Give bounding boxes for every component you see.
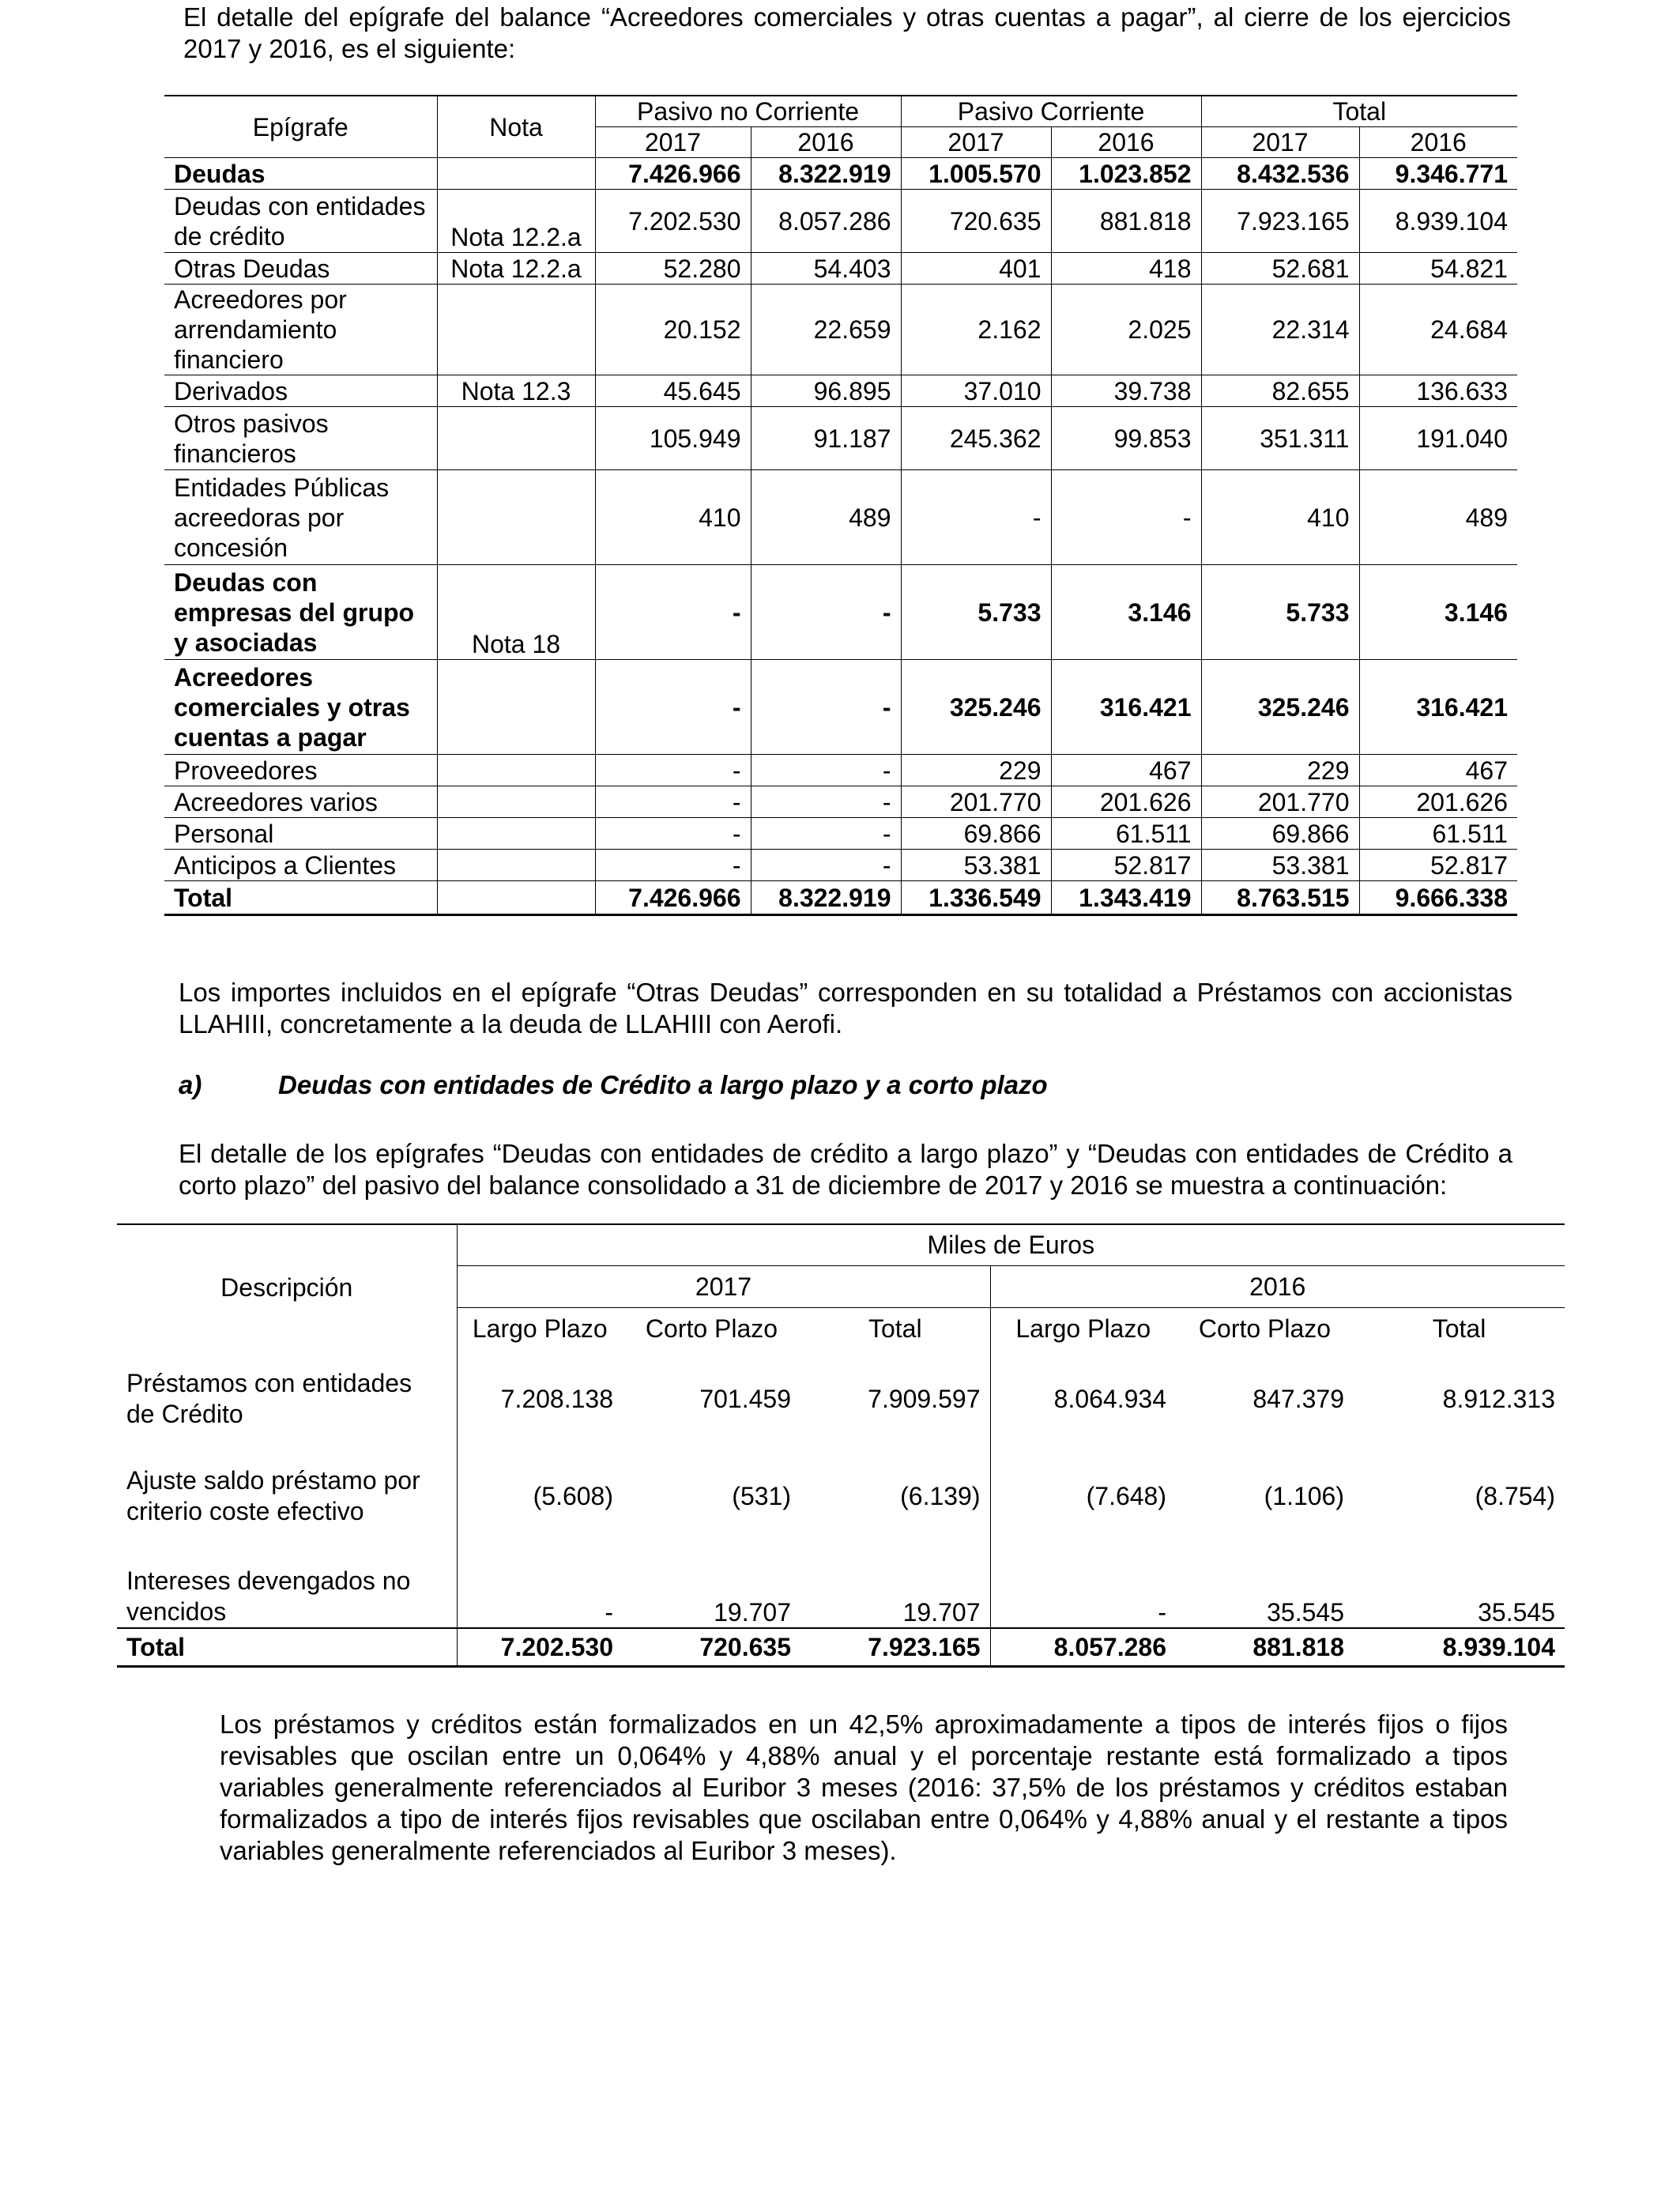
row-label: Otras Deudas <box>164 253 437 285</box>
cell-value: 69.866 <box>1201 818 1359 850</box>
cell-value: (6.139) <box>900 1482 981 1510</box>
cell-value: 53.381 <box>1201 850 1359 881</box>
section-title: Deudas con entidades de Crédito a largo plazo y a corto plazo <box>278 1070 1048 1099</box>
cell-value: 881.818 <box>1051 190 1201 253</box>
cell-value: 105.949 <box>595 407 751 470</box>
header-year: 2016 <box>1359 127 1517 158</box>
cell-value: 1.336.549 <box>901 881 1051 915</box>
cell-value: 7.202.530 <box>595 190 751 253</box>
cell-value: 52.681 <box>1201 253 1359 285</box>
cell-value: 8.057.286 <box>751 190 901 253</box>
header-largo-plazo: Largo Plazo <box>990 1307 1176 1350</box>
cell-value: 1.343.419 <box>1051 881 1201 915</box>
cell-value: 467 <box>1051 755 1201 786</box>
row-label: Deudas con entidades de crédito <box>164 190 437 253</box>
row-nota <box>437 158 595 190</box>
cell-value: 701.459 <box>699 1385 791 1413</box>
cell-value: 96.895 <box>751 375 901 407</box>
deudas-credito-table <box>117 1223 1565 1668</box>
cell-value: 1.005.570 <box>901 158 1051 190</box>
table-row <box>164 850 1517 881</box>
row-label: Personal <box>164 818 437 850</box>
row-label: Total <box>164 881 437 915</box>
cell-value: 8.432.536 <box>1201 158 1359 190</box>
cell-value: 325.246 <box>1201 660 1359 755</box>
table-row <box>164 190 1517 253</box>
row-label: Total <box>117 1628 457 1666</box>
cell-value: 136.633 <box>1359 375 1517 407</box>
table-row <box>117 1448 1565 1544</box>
cell-value: - <box>595 660 751 755</box>
table-row <box>164 407 1517 470</box>
header-year: 2017 <box>901 127 1051 158</box>
cell-value: 191.040 <box>1359 407 1517 470</box>
cell-value: 54.821 <box>1359 253 1517 285</box>
cell-value: 201.770 <box>1201 786 1359 818</box>
cell-value: - <box>595 565 751 660</box>
cell-value: 881.818 <box>1176 1628 1354 1666</box>
cell-value: - <box>595 755 751 786</box>
cell-value: 9.666.338 <box>1359 881 1517 915</box>
cell-value: 418 <box>1051 253 1201 285</box>
cell-value: 2.025 <box>1051 285 1201 375</box>
row-nota <box>437 818 595 850</box>
table-row <box>117 1350 1565 1448</box>
table-row <box>164 881 1517 915</box>
intro-paragraph: El detalle del epígrafe del balance “Acreedores comerciales y otras cuentas a pagar”, al cierre de los ejercicios 2017 y 2016, es el siguiente: <box>183 2 1511 63</box>
cell-value: - <box>457 1544 623 1628</box>
cell-value: 69.866 <box>901 818 1051 850</box>
cell-value: 8.763.515 <box>1201 881 1359 915</box>
cell-value: 8.322.919 <box>751 158 901 190</box>
row-label: Acreedores por arrendamiento financiero <box>164 285 437 375</box>
cell-value: 8.912.313 <box>1442 1385 1555 1413</box>
section-marker: a) <box>179 1070 202 1099</box>
header-nota: Nota <box>437 96 595 158</box>
cell-value: 316.421 <box>1051 660 1201 755</box>
cell-value: 20.152 <box>595 285 751 375</box>
header-year: 2017 <box>595 127 751 158</box>
cell-value: - <box>751 660 901 755</box>
cell-value: 3.146 <box>1051 565 1201 660</box>
prestamos-paragraph: Los préstamos y créditos están formalizados en un 42,5% aproximadamente a tipos de interés fijos o fijos revisables que oscilan entre un 0,064% y 4,88% anual y el porcentaje restante está formalizado a tipos variables generalmente referenciados al Euribor 3 meses (2016: 37,5% de los préstamos y créditos estaban formalizados a tipo de interés fijos revisables que oscilaban entre 0,064% y 4,88% anual y el restante a tipos variables generalmente referenciados al Euribor 3 meses). <box>220 1710 1508 1865</box>
cell-value: 7.426.966 <box>595 881 751 915</box>
header-corto-plazo: Corto Plazo <box>1198 1314 1332 1344</box>
cell-value: 410 <box>595 470 751 565</box>
cell-value: 35.545 <box>1267 1598 1344 1627</box>
cell-value: 7.923.165 <box>1201 190 1359 253</box>
header-descripcion: Descripción <box>117 1224 457 1350</box>
cell-value: (5.608) <box>457 1448 623 1544</box>
header-year: 2016 <box>1051 127 1201 158</box>
cell-value: 22.314 <box>1201 285 1359 375</box>
cell-value: (7.648) <box>990 1448 1176 1544</box>
row-label: Préstamos con entidades de Crédito <box>126 1369 412 1428</box>
cell-value: - <box>595 786 751 818</box>
cell-value: 201.626 <box>1359 786 1517 818</box>
row-label: Ajuste saldo préstamo por criterio coste efectivo <box>126 1466 420 1525</box>
cell-value: 3.146 <box>1359 565 1517 660</box>
row-label: Proveedores <box>164 755 437 786</box>
cell-value: 52.280 <box>595 253 751 285</box>
cell-value: 467 <box>1359 755 1517 786</box>
table-row <box>164 818 1517 850</box>
cell-value: (531) <box>732 1482 791 1510</box>
cell-value: 5.733 <box>1201 565 1359 660</box>
row-nota: Nota 12.3 <box>437 375 595 407</box>
cell-value: - <box>990 1544 1176 1628</box>
cell-value: 35.545 <box>1478 1598 1555 1627</box>
cell-value: (1.106) <box>1264 1482 1344 1510</box>
cell-value: 45.645 <box>595 375 751 407</box>
header-total: Total <box>1432 1314 1486 1344</box>
row-nota <box>437 660 595 755</box>
cell-value: 229 <box>1201 755 1359 786</box>
table-row <box>164 565 1517 660</box>
table-row <box>164 375 1517 407</box>
cell-value: 8.939.104 <box>1359 190 1517 253</box>
table-row <box>164 158 1517 190</box>
row-nota <box>437 850 595 881</box>
row-nota <box>437 881 595 915</box>
row-nota: Nota 12.2.a <box>437 190 595 253</box>
cell-value: 325.246 <box>901 660 1051 755</box>
cell-value: - <box>595 818 751 850</box>
header-total: Total <box>1201 96 1517 127</box>
cell-value: 1.023.852 <box>1051 158 1201 190</box>
header-pasivo-no-corriente: Pasivo no Corriente <box>595 96 901 127</box>
row-nota <box>437 786 595 818</box>
row-nota <box>437 755 595 786</box>
table-row <box>164 755 1517 786</box>
cell-value: 8.322.919 <box>751 881 901 915</box>
cell-value: 847.379 <box>1252 1385 1344 1413</box>
row-label: Acreedores varios <box>164 786 437 818</box>
header-year-2016: 2016 <box>990 1265 1565 1307</box>
table-row <box>164 786 1517 818</box>
cell-value: 52.817 <box>1359 850 1517 881</box>
cell-value: 19.707 <box>902 1598 981 1627</box>
cell-value: 720.635 <box>623 1628 800 1666</box>
table-row <box>117 1544 1565 1628</box>
cell-value: 54.403 <box>751 253 901 285</box>
cell-value: - <box>901 470 1051 565</box>
cell-value: - <box>751 818 901 850</box>
cell-value: 5.733 <box>901 565 1051 660</box>
cell-value: 39.738 <box>1051 375 1201 407</box>
acreedores-table <box>164 95 1517 916</box>
cell-value: 229 <box>901 755 1051 786</box>
cell-value: 7.202.530 <box>457 1628 623 1666</box>
header-total: Total <box>868 1314 922 1344</box>
row-label: Otros pasivos financieros <box>164 407 437 470</box>
row-nota <box>437 407 595 470</box>
header-year: 2016 <box>751 127 901 158</box>
row-label: Deudas <box>164 158 437 190</box>
table-row <box>164 470 1517 565</box>
cell-value: 24.684 <box>1359 285 1517 375</box>
cell-value: 201.770 <box>901 786 1051 818</box>
cell-value: - <box>595 850 751 881</box>
row-label: Derivados <box>164 375 437 407</box>
header-year: 2017 <box>1201 127 1359 158</box>
table-row <box>164 253 1517 285</box>
total-row <box>117 1628 1565 1666</box>
cell-value: 91.187 <box>751 407 901 470</box>
cell-value: - <box>751 850 901 881</box>
cell-value: 61.511 <box>1051 818 1201 850</box>
cell-value: 7.426.966 <box>595 158 751 190</box>
cell-value: 8.057.286 <box>990 1628 1176 1666</box>
header-pasivo-corriente: Pasivo Corriente <box>901 96 1201 127</box>
header-corto-plazo: Corto Plazo <box>645 1314 778 1344</box>
cell-value: 489 <box>1359 470 1517 565</box>
row-nota <box>437 470 595 565</box>
cell-value: 19.707 <box>714 1598 791 1627</box>
cell-value: 61.511 <box>1359 818 1517 850</box>
cell-value: 720.635 <box>901 190 1051 253</box>
row-label: Deudas con empresas del grupo y asociadas <box>164 565 437 660</box>
cell-value: 22.659 <box>751 285 901 375</box>
cell-value: 489 <box>751 470 901 565</box>
cell-value: (8.754) <box>1475 1482 1555 1510</box>
otras-deudas-paragraph: Los importes incluidos en el epígrafe “Otras Deudas” corresponden en su totalidad a Préstamos con accionistas LLAHIII, concretamente a la deuda de LLAHIII con Aerofi. <box>179 978 1512 1039</box>
cell-value: 52.817 <box>1051 850 1201 881</box>
header-miles-de-euros: Miles de Euros <box>457 1224 1565 1265</box>
cell-value: - <box>751 565 901 660</box>
cell-value: 9.346.771 <box>1359 158 1517 190</box>
header-epigrafe: Epígrafe <box>164 96 437 158</box>
table-row <box>164 660 1517 755</box>
cell-value: 7.208.138 <box>457 1350 623 1448</box>
row-label: Acreedores comerciales y otras cuentas a pagar <box>164 660 437 755</box>
cell-value: 8.939.104 <box>1354 1628 1565 1666</box>
detalle-paragraph: El detalle de los epígrafes “Deudas con entidades de crédito a largo plazo” y “Deudas con entidades de Crédito a corto plazo” del pasivo del balance consolidado a 31 de diciembre de 2017 y 2016 se muestra a continuación: <box>179 1139 1512 1200</box>
cell-value: 37.010 <box>901 375 1051 407</box>
row-nota: Nota 18 <box>437 565 595 660</box>
cell-value: 410 <box>1201 470 1359 565</box>
cell-value: 7.909.597 <box>868 1385 981 1413</box>
row-label: Entidades Públicas acreedoras por concesión <box>164 470 437 565</box>
header-year-2017: 2017 <box>457 1265 990 1307</box>
cell-value: 351.311 <box>1201 407 1359 470</box>
cell-value: 8.064.934 <box>990 1350 1176 1448</box>
row-nota: Nota 12.2.a <box>437 253 595 285</box>
cell-value: 201.626 <box>1051 786 1201 818</box>
cell-value: 245.362 <box>901 407 1051 470</box>
cell-value: 53.381 <box>901 850 1051 881</box>
cell-value: - <box>751 786 901 818</box>
row-label: Intereses devengados no vencidos <box>126 1566 411 1626</box>
cell-value: 2.162 <box>901 285 1051 375</box>
cell-value: 99.853 <box>1051 407 1201 470</box>
header-largo-plazo: Largo Plazo <box>457 1307 623 1350</box>
cell-value: 316.421 <box>1359 660 1517 755</box>
cell-value: 7.923.165 <box>800 1628 990 1666</box>
cell-value: 82.655 <box>1201 375 1359 407</box>
table-row <box>164 285 1517 375</box>
cell-value: - <box>1051 470 1201 565</box>
row-label: Anticipos a Clientes <box>164 850 437 881</box>
cell-value: - <box>751 755 901 786</box>
cell-value: 401 <box>901 253 1051 285</box>
row-nota <box>437 285 595 375</box>
